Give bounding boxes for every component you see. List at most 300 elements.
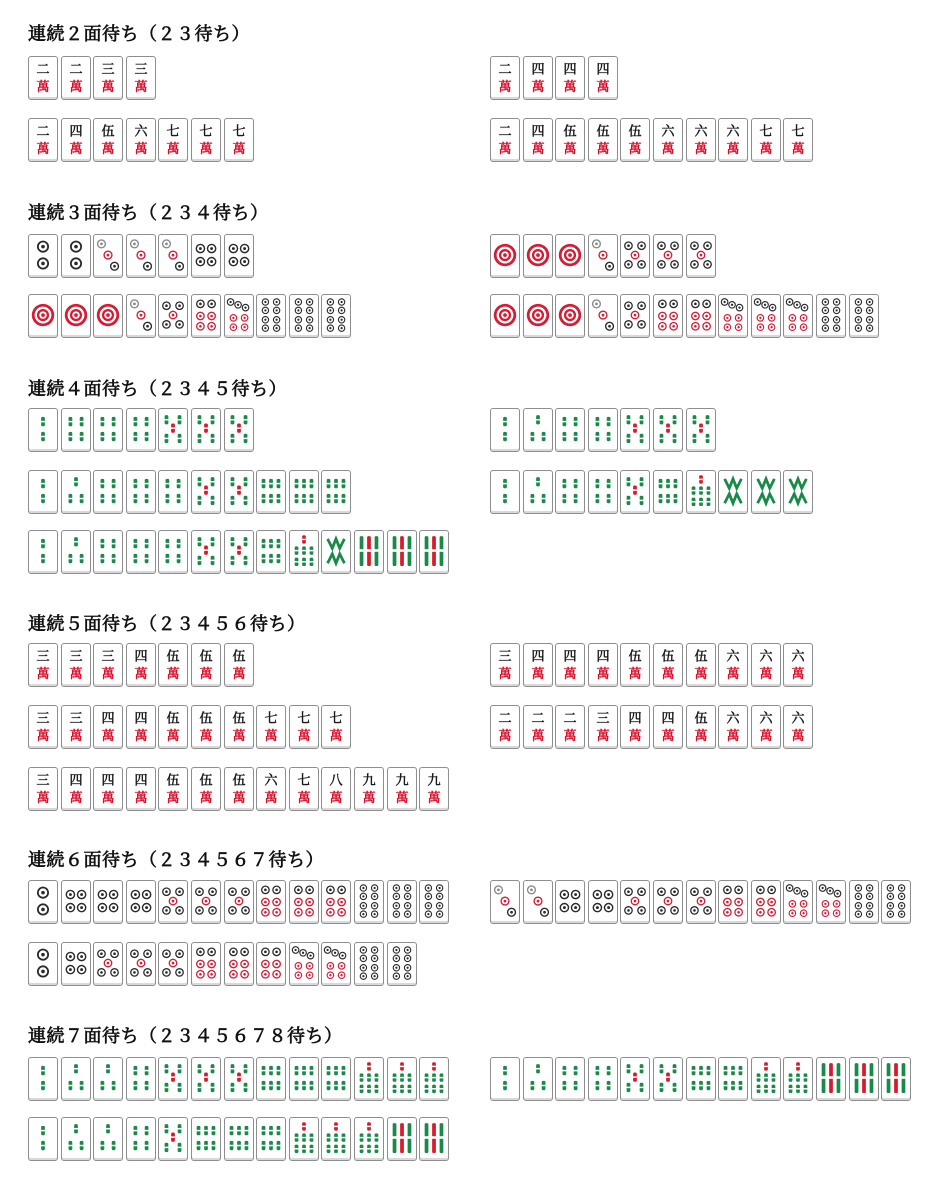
svg-text:萬: 萬 bbox=[661, 667, 675, 683]
svg-text:伍: 伍 bbox=[563, 124, 577, 140]
sou-2-tile bbox=[28, 1057, 58, 1101]
svg-text:萬: 萬 bbox=[199, 142, 213, 158]
svg-text:七: 七 bbox=[759, 124, 773, 140]
sou-4-tile bbox=[555, 470, 585, 514]
tile-hand bbox=[490, 294, 881, 338]
pin-6-tile bbox=[256, 942, 286, 986]
svg-text:七: 七 bbox=[297, 711, 311, 727]
svg-text:四: 四 bbox=[531, 62, 545, 78]
sou-2-tile bbox=[28, 470, 58, 514]
sou-7-tile bbox=[419, 1057, 449, 1101]
svg-text:九: 九 bbox=[362, 773, 376, 789]
svg-text:七: 七 bbox=[166, 124, 180, 140]
pin-8-tile bbox=[289, 294, 319, 338]
svg-text:萬: 萬 bbox=[531, 80, 545, 96]
man-4-tile bbox=[555, 56, 585, 100]
pin-6-tile bbox=[751, 880, 781, 924]
tile-hand bbox=[28, 56, 158, 100]
man-4-tile bbox=[653, 705, 683, 749]
man-5-tile bbox=[620, 118, 650, 162]
section-heading: 連続７面待ち（２３４５６７８待ち） bbox=[28, 1026, 343, 1047]
svg-text:萬: 萬 bbox=[596, 142, 610, 158]
pin-6-tile bbox=[718, 880, 748, 924]
svg-text:萬: 萬 bbox=[232, 791, 246, 807]
pin-8-tile bbox=[354, 880, 384, 924]
tile-hand bbox=[28, 1057, 452, 1101]
sou-4-tile bbox=[93, 408, 123, 452]
pin-7-tile bbox=[321, 942, 351, 986]
sou-6-tile bbox=[191, 1117, 221, 1161]
man-4-tile bbox=[93, 705, 123, 749]
man-4-tile bbox=[588, 56, 618, 100]
tile-hand bbox=[28, 234, 256, 278]
svg-text:萬: 萬 bbox=[134, 791, 148, 807]
pin-6-tile bbox=[191, 294, 221, 338]
svg-text:伍: 伍 bbox=[596, 124, 610, 140]
pin-6-tile bbox=[289, 880, 319, 924]
sou-4-tile bbox=[588, 408, 618, 452]
pin-1-tile bbox=[28, 294, 58, 338]
man-5-tile bbox=[191, 643, 221, 687]
pin-1-tile bbox=[490, 294, 520, 338]
svg-text:萬: 萬 bbox=[791, 729, 805, 745]
man-6-tile bbox=[686, 118, 716, 162]
svg-text:伍: 伍 bbox=[232, 773, 246, 789]
svg-text:六: 六 bbox=[791, 711, 805, 727]
man-4-tile bbox=[61, 767, 91, 811]
sou-9-tile bbox=[354, 530, 384, 574]
man-3-tile bbox=[28, 643, 58, 687]
pin-3-tile bbox=[93, 234, 123, 278]
svg-text:萬: 萬 bbox=[101, 667, 115, 683]
svg-text:萬: 萬 bbox=[101, 142, 115, 158]
svg-text:六: 六 bbox=[759, 711, 773, 727]
man-7-tile bbox=[158, 118, 188, 162]
sou-4-tile bbox=[158, 530, 188, 574]
sou-4-tile bbox=[126, 470, 156, 514]
sou-4-tile bbox=[588, 470, 618, 514]
svg-text:三: 三 bbox=[36, 711, 50, 727]
sou-9-tile bbox=[881, 1057, 911, 1101]
svg-text:伍: 伍 bbox=[694, 711, 708, 727]
svg-text:六: 六 bbox=[791, 649, 805, 665]
man-5-tile bbox=[653, 643, 683, 687]
tile-hand bbox=[490, 643, 816, 687]
sou-6-tile bbox=[256, 1117, 286, 1161]
pin-2-tile bbox=[28, 234, 58, 278]
svg-text:萬: 萬 bbox=[36, 80, 50, 96]
sou-5-tile bbox=[224, 470, 254, 514]
sou-9-tile bbox=[816, 1057, 846, 1101]
man-5-tile bbox=[686, 643, 716, 687]
man-5-tile bbox=[191, 767, 221, 811]
sou-5-tile bbox=[191, 530, 221, 574]
svg-text:萬: 萬 bbox=[759, 142, 773, 158]
sou-4-tile bbox=[126, 1117, 156, 1161]
svg-text:萬: 萬 bbox=[661, 729, 675, 745]
pin-2-tile bbox=[28, 880, 58, 924]
pin-5-tile bbox=[620, 234, 650, 278]
svg-text:伍: 伍 bbox=[628, 124, 642, 140]
svg-text:四: 四 bbox=[661, 711, 675, 727]
pin-5-tile bbox=[158, 942, 188, 986]
sou-2-tile bbox=[28, 530, 58, 574]
svg-text:三: 三 bbox=[69, 649, 83, 665]
svg-text:四: 四 bbox=[563, 649, 577, 665]
svg-text:四: 四 bbox=[531, 124, 545, 140]
sou-4-tile bbox=[555, 408, 585, 452]
pin-4-tile bbox=[555, 880, 585, 924]
svg-text:伍: 伍 bbox=[199, 711, 213, 727]
svg-text:三: 三 bbox=[69, 711, 83, 727]
man-2-tile bbox=[490, 118, 520, 162]
svg-text:萬: 萬 bbox=[427, 791, 441, 807]
man-4-tile bbox=[555, 643, 585, 687]
man-4-tile bbox=[126, 643, 156, 687]
svg-text:七: 七 bbox=[232, 124, 246, 140]
svg-text:萬: 萬 bbox=[329, 791, 343, 807]
sou-4-tile bbox=[93, 470, 123, 514]
man-3-tile bbox=[61, 705, 91, 749]
section-heading: 連続３面待ち（２３４待ち） bbox=[28, 203, 269, 224]
pin-7-tile bbox=[816, 880, 846, 924]
man-4-tile bbox=[126, 767, 156, 811]
pin-4-tile bbox=[126, 880, 156, 924]
pin-5-tile bbox=[93, 942, 123, 986]
tile-hand bbox=[28, 880, 452, 924]
tile-hand bbox=[28, 294, 354, 338]
man-7-tile bbox=[289, 705, 319, 749]
svg-text:萬: 萬 bbox=[36, 142, 50, 158]
tile-hand bbox=[490, 118, 816, 162]
pin-5-tile bbox=[191, 880, 221, 924]
svg-text:萬: 萬 bbox=[69, 791, 83, 807]
pin-3-tile bbox=[588, 234, 618, 278]
sou-3-tile bbox=[61, 1057, 91, 1101]
pin-3-tile bbox=[126, 294, 156, 338]
man-6-tile bbox=[126, 118, 156, 162]
man-5-tile bbox=[620, 643, 650, 687]
man-7-tile bbox=[289, 767, 319, 811]
man-4-tile bbox=[620, 705, 650, 749]
pin-1-tile bbox=[555, 294, 585, 338]
man-9-tile bbox=[354, 767, 384, 811]
svg-text:三: 三 bbox=[134, 62, 148, 78]
man-6-tile bbox=[718, 643, 748, 687]
svg-text:三: 三 bbox=[498, 649, 512, 665]
pin-8-tile bbox=[419, 880, 449, 924]
svg-text:萬: 萬 bbox=[563, 729, 577, 745]
svg-text:萬: 萬 bbox=[36, 729, 50, 745]
svg-text:伍: 伍 bbox=[232, 649, 246, 665]
svg-text:六: 六 bbox=[726, 711, 740, 727]
tile-hand bbox=[28, 530, 452, 574]
man-2-tile bbox=[555, 705, 585, 749]
sou-7-tile bbox=[289, 1117, 319, 1161]
svg-text:萬: 萬 bbox=[791, 142, 805, 158]
sou-7-tile bbox=[783, 1057, 813, 1101]
sou-5-tile bbox=[224, 530, 254, 574]
svg-text:伍: 伍 bbox=[166, 711, 180, 727]
svg-text:四: 四 bbox=[101, 711, 115, 727]
svg-text:伍: 伍 bbox=[199, 649, 213, 665]
tile-hand bbox=[28, 767, 452, 811]
sou-7-tile bbox=[354, 1117, 384, 1161]
svg-text:萬: 萬 bbox=[101, 80, 115, 96]
pin-1-tile bbox=[93, 294, 123, 338]
sou-5-tile bbox=[158, 1117, 188, 1161]
man-6-tile bbox=[718, 118, 748, 162]
svg-text:三: 三 bbox=[596, 711, 610, 727]
pin-5-tile bbox=[620, 880, 650, 924]
svg-text:七: 七 bbox=[297, 773, 311, 789]
pin-8-tile bbox=[387, 880, 417, 924]
man-3-tile bbox=[93, 643, 123, 687]
svg-text:萬: 萬 bbox=[134, 667, 148, 683]
tile-hand bbox=[490, 408, 718, 452]
tile-hand bbox=[490, 880, 914, 924]
svg-text:萬: 萬 bbox=[199, 667, 213, 683]
sou-5-tile bbox=[620, 408, 650, 452]
svg-text:伍: 伍 bbox=[166, 773, 180, 789]
tile-hand bbox=[28, 643, 256, 687]
sou-3-tile bbox=[523, 1057, 553, 1101]
tile-hand bbox=[28, 470, 354, 514]
man-2-tile bbox=[490, 705, 520, 749]
man-5-tile bbox=[224, 767, 254, 811]
svg-text:九: 九 bbox=[395, 773, 409, 789]
man-7-tile bbox=[751, 118, 781, 162]
sou-4-tile bbox=[588, 1057, 618, 1101]
pin-3-tile bbox=[523, 880, 553, 924]
svg-text:萬: 萬 bbox=[498, 142, 512, 158]
man-7-tile bbox=[224, 118, 254, 162]
svg-text:萬: 萬 bbox=[759, 729, 773, 745]
sou-5-tile bbox=[224, 408, 254, 452]
svg-text:二: 二 bbox=[531, 711, 545, 727]
pin-4-tile bbox=[588, 880, 618, 924]
sou-9-tile bbox=[419, 1117, 449, 1161]
pin-8-tile bbox=[849, 880, 879, 924]
svg-text:萬: 萬 bbox=[166, 142, 180, 158]
svg-text:二: 二 bbox=[69, 62, 83, 78]
tile-hand bbox=[490, 705, 816, 749]
tile-hand bbox=[28, 705, 354, 749]
pin-5-tile bbox=[224, 880, 254, 924]
svg-text:萬: 萬 bbox=[297, 729, 311, 745]
svg-text:二: 二 bbox=[36, 62, 50, 78]
svg-text:伍: 伍 bbox=[166, 649, 180, 665]
pin-7-tile bbox=[783, 294, 813, 338]
sou-3-tile bbox=[61, 530, 91, 574]
svg-text:萬: 萬 bbox=[297, 791, 311, 807]
section-heading: 連続６面待ち（２３４５６７待ち） bbox=[28, 850, 324, 871]
sou-6-tile bbox=[653, 470, 683, 514]
svg-text:四: 四 bbox=[134, 773, 148, 789]
man-5-tile bbox=[555, 118, 585, 162]
man-9-tile bbox=[419, 767, 449, 811]
sou-5-tile bbox=[620, 1057, 650, 1101]
pin-3-tile bbox=[126, 234, 156, 278]
man-5-tile bbox=[93, 118, 123, 162]
pin-2-tile bbox=[61, 234, 91, 278]
man-6-tile bbox=[751, 643, 781, 687]
man-2-tile bbox=[28, 118, 58, 162]
svg-text:萬: 萬 bbox=[596, 80, 610, 96]
sou-7-tile bbox=[289, 530, 319, 574]
man-2-tile bbox=[523, 705, 553, 749]
svg-text:六: 六 bbox=[759, 649, 773, 665]
svg-text:萬: 萬 bbox=[531, 142, 545, 158]
svg-text:伍: 伍 bbox=[232, 711, 246, 727]
svg-text:萬: 萬 bbox=[69, 729, 83, 745]
svg-text:萬: 萬 bbox=[199, 791, 213, 807]
sou-5-tile bbox=[224, 1057, 254, 1101]
section-heading: 連続２面待ち（２３待ち） bbox=[28, 24, 250, 45]
svg-text:萬: 萬 bbox=[232, 142, 246, 158]
sou-6-tile bbox=[321, 1057, 351, 1101]
svg-text:萬: 萬 bbox=[563, 667, 577, 683]
sou-6-tile bbox=[256, 470, 286, 514]
sou-3-tile bbox=[523, 470, 553, 514]
svg-text:九: 九 bbox=[427, 773, 441, 789]
svg-text:六: 六 bbox=[661, 124, 675, 140]
sou-9-tile bbox=[387, 1117, 417, 1161]
pin-8-tile bbox=[881, 880, 911, 924]
man-4-tile bbox=[588, 643, 618, 687]
pin-1-tile bbox=[490, 234, 520, 278]
man-5-tile bbox=[686, 705, 716, 749]
svg-text:七: 七 bbox=[329, 711, 343, 727]
svg-text:萬: 萬 bbox=[362, 791, 376, 807]
svg-text:四: 四 bbox=[531, 649, 545, 665]
svg-text:萬: 萬 bbox=[199, 729, 213, 745]
svg-text:四: 四 bbox=[101, 773, 115, 789]
man-3-tile bbox=[588, 705, 618, 749]
pin-5-tile bbox=[653, 880, 683, 924]
man-4-tile bbox=[93, 767, 123, 811]
sou-8-tile bbox=[718, 470, 748, 514]
man-9-tile bbox=[387, 767, 417, 811]
tile-hand bbox=[490, 1057, 914, 1101]
man-2-tile bbox=[61, 56, 91, 100]
svg-text:萬: 萬 bbox=[134, 142, 148, 158]
svg-text:六: 六 bbox=[694, 124, 708, 140]
man-3-tile bbox=[93, 56, 123, 100]
man-8-tile bbox=[321, 767, 351, 811]
sou-7-tile bbox=[354, 1057, 384, 1101]
svg-text:四: 四 bbox=[69, 773, 83, 789]
sou-3-tile bbox=[93, 1057, 123, 1101]
sou-7-tile bbox=[686, 470, 716, 514]
man-6-tile bbox=[718, 705, 748, 749]
svg-text:四: 四 bbox=[596, 649, 610, 665]
sou-5-tile bbox=[158, 1057, 188, 1101]
sou-7-tile bbox=[321, 1117, 351, 1161]
sou-5-tile bbox=[191, 408, 221, 452]
svg-text:六: 六 bbox=[264, 773, 278, 789]
svg-text:二: 二 bbox=[498, 62, 512, 78]
svg-text:二: 二 bbox=[498, 711, 512, 727]
svg-text:萬: 萬 bbox=[232, 729, 246, 745]
pin-3-tile bbox=[158, 234, 188, 278]
man-6-tile bbox=[256, 767, 286, 811]
pin-4-tile bbox=[93, 880, 123, 924]
svg-text:萬: 萬 bbox=[628, 729, 642, 745]
svg-text:萬: 萬 bbox=[134, 80, 148, 96]
pin-7-tile bbox=[718, 294, 748, 338]
svg-text:萬: 萬 bbox=[498, 667, 512, 683]
svg-text:七: 七 bbox=[199, 124, 213, 140]
sou-2-tile bbox=[28, 1117, 58, 1161]
svg-text:八: 八 bbox=[329, 773, 343, 789]
svg-text:七: 七 bbox=[791, 124, 805, 140]
sou-6-tile bbox=[256, 530, 286, 574]
pin-6-tile bbox=[686, 294, 716, 338]
svg-text:三: 三 bbox=[101, 649, 115, 665]
sou-6-tile bbox=[256, 1057, 286, 1101]
pin-6-tile bbox=[224, 942, 254, 986]
pin-1-tile bbox=[61, 294, 91, 338]
man-7-tile bbox=[783, 118, 813, 162]
sou-2-tile bbox=[490, 408, 520, 452]
tile-hand bbox=[490, 56, 620, 100]
pin-8-tile bbox=[387, 942, 417, 986]
sou-5-tile bbox=[158, 408, 188, 452]
man-7-tile bbox=[191, 118, 221, 162]
svg-text:三: 三 bbox=[36, 649, 50, 665]
svg-text:二: 二 bbox=[563, 711, 577, 727]
sou-5-tile bbox=[191, 470, 221, 514]
man-6-tile bbox=[653, 118, 683, 162]
man-3-tile bbox=[126, 56, 156, 100]
sou-3-tile bbox=[523, 408, 553, 452]
pin-6-tile bbox=[191, 942, 221, 986]
pin-1-tile bbox=[523, 294, 553, 338]
tile-hand bbox=[28, 1117, 452, 1161]
man-6-tile bbox=[783, 643, 813, 687]
tile-hand bbox=[490, 234, 718, 278]
svg-text:萬: 萬 bbox=[264, 729, 278, 745]
pin-3-tile bbox=[588, 294, 618, 338]
section-heading: 連続５面待ち（２３４５６待ち） bbox=[28, 614, 306, 635]
svg-text:萬: 萬 bbox=[69, 80, 83, 96]
svg-text:萬: 萬 bbox=[531, 667, 545, 683]
sou-6-tile bbox=[686, 1057, 716, 1101]
svg-text:二: 二 bbox=[36, 124, 50, 140]
svg-text:伍: 伍 bbox=[694, 649, 708, 665]
svg-text:萬: 萬 bbox=[498, 729, 512, 745]
svg-text:萬: 萬 bbox=[596, 667, 610, 683]
sou-4-tile bbox=[61, 408, 91, 452]
svg-text:萬: 萬 bbox=[264, 791, 278, 807]
pin-4-tile bbox=[61, 880, 91, 924]
svg-text:萬: 萬 bbox=[69, 142, 83, 158]
svg-text:萬: 萬 bbox=[628, 667, 642, 683]
pin-6-tile bbox=[653, 294, 683, 338]
pin-5-tile bbox=[126, 942, 156, 986]
pin-2-tile bbox=[28, 942, 58, 986]
svg-text:萬: 萬 bbox=[329, 729, 343, 745]
tile-hand bbox=[490, 470, 816, 514]
man-6-tile bbox=[751, 705, 781, 749]
sou-6-tile bbox=[224, 1117, 254, 1161]
sou-6-tile bbox=[718, 1057, 748, 1101]
man-4-tile bbox=[126, 705, 156, 749]
man-5-tile bbox=[158, 705, 188, 749]
man-4-tile bbox=[523, 643, 553, 687]
sou-3-tile bbox=[61, 470, 91, 514]
